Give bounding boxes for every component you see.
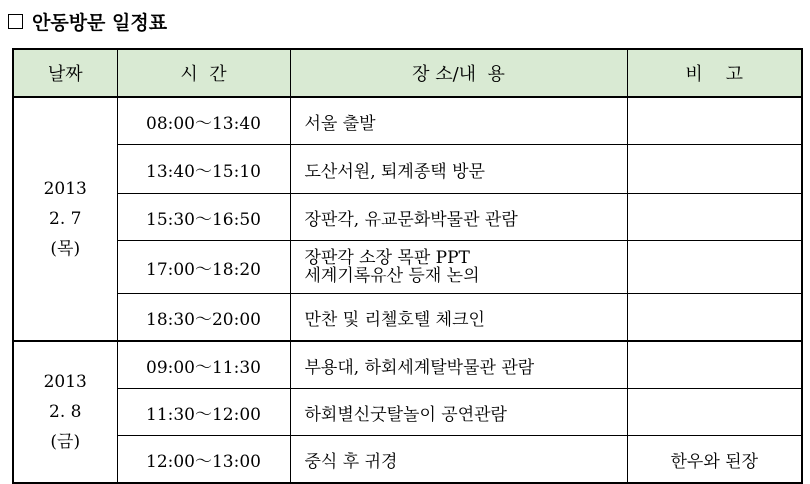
note-cell [627, 145, 802, 194]
place-line-2: 세계기록유산 등재 논의 [304, 266, 480, 286]
time-cell: 17:00～18:20 [117, 241, 290, 294]
header-time: 시 간 [117, 49, 290, 97]
date-day: 2. 8 [49, 402, 82, 422]
table-row [13, 389, 802, 436]
place-cell: 만찬 및 리첼호텔 체크인 [290, 294, 627, 342]
header-date: 날짜 [13, 49, 117, 97]
note-cell [627, 294, 802, 342]
note-cell [627, 194, 802, 241]
place-cell: 도산서원, 퇴계종택 방문 [290, 145, 627, 194]
note-cell [627, 97, 802, 145]
header-place: 장 소/내 용 [290, 49, 627, 97]
place-cell: 하회별신굿탈놀이 공연관람 [290, 389, 627, 436]
note-cell [627, 241, 802, 294]
time-cell: 12:00～13:00 [117, 436, 290, 484]
date-day: 2. 7 [49, 209, 82, 229]
header-note: 비 고 [627, 49, 802, 97]
place-cell: 장판각, 유교문화박물관 관람 [290, 194, 627, 241]
header-row [13, 49, 802, 97]
table-row [13, 194, 802, 241]
date-year: 2013 [43, 179, 87, 199]
checkbox-icon [8, 14, 23, 29]
time-cell: 18:30～20:00 [117, 294, 290, 342]
note-cell [627, 389, 802, 436]
date-year: 2013 [43, 372, 87, 392]
date-weekday: (금) [50, 432, 81, 452]
time-cell: 08:00～13:40 [117, 97, 290, 145]
place-cell: 중식 후 귀경 [290, 436, 627, 484]
date-cell-day1 [13, 97, 117, 341]
table-row [13, 341, 802, 389]
title-text: 안동방문 일정표 [32, 11, 168, 34]
place-line-1: 장판각 소장 목판 PPT [304, 248, 470, 268]
document-title [8, 6, 167, 36]
table-row [13, 145, 802, 194]
place-cell: 부용대, 하회세계탈박물관 관람 [290, 341, 627, 389]
note-cell: 한우와 된장 [627, 436, 802, 484]
table-row [13, 97, 802, 145]
table-row [13, 294, 802, 342]
time-cell: 11:30～12:00 [117, 389, 290, 436]
place-cell [290, 241, 627, 294]
time-cell: 09:00～11:30 [117, 341, 290, 389]
place-cell: 서울 출발 [290, 97, 627, 145]
time-cell: 13:40～15:10 [117, 145, 290, 194]
date-cell-day2 [13, 341, 117, 483]
time-cell: 15:30～16:50 [117, 194, 290, 241]
table-row [13, 436, 802, 484]
schedule-table [12, 48, 803, 484]
note-cell [627, 341, 802, 389]
date-weekday: (목) [50, 239, 81, 259]
table-row [13, 241, 802, 294]
